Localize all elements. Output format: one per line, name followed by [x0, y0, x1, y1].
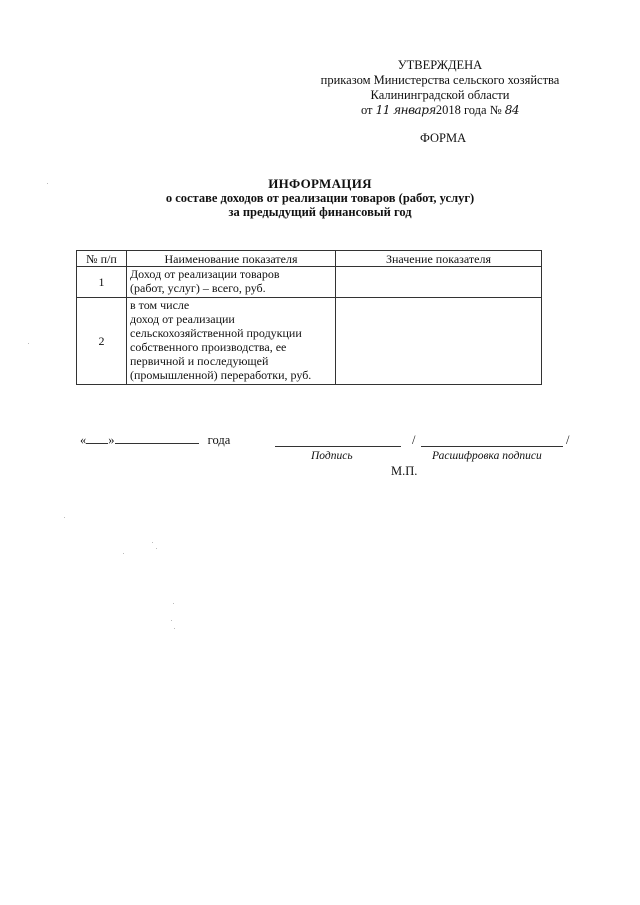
header-value: Значение показателя: [336, 251, 542, 267]
decode-line[interactable]: [421, 436, 563, 447]
approval-order: приказом Министерства сельского хозяйства: [320, 73, 560, 87]
row-name-cell: [127, 267, 336, 298]
approval-region: Калининградской области: [370, 88, 510, 102]
caption-decode: Расшифровка подписи: [432, 450, 542, 462]
approval-date-handwritten: 11 января: [375, 103, 436, 117]
approval-block: [300, 58, 580, 118]
row-name-line: собственного производства, ее: [130, 340, 287, 354]
row-name-line: Доход от реализации товаров: [130, 267, 280, 281]
table-header-row: [77, 251, 542, 267]
row-name-line: сельскохозяйственной продукции: [130, 326, 302, 340]
info-table: [76, 250, 542, 385]
approval-date-year: 2018 года №: [435, 103, 502, 117]
document-title: [0, 177, 640, 219]
approval-date-line: [300, 103, 580, 118]
date-close-quote: »: [108, 433, 115, 447]
caption-signature: Подпись: [311, 450, 353, 462]
slash-open: /: [412, 433, 416, 447]
approval-number-handwritten: 84: [504, 103, 520, 117]
approval-date-prefix: от: [360, 103, 373, 117]
title-main: ИНФОРМАЦИЯ: [268, 176, 372, 191]
row-name-line: (промышленной) переработки, руб.: [130, 368, 312, 382]
row-name-line: первичной и последующей: [130, 354, 269, 368]
row-name-line: доход от реализации: [130, 312, 235, 326]
table-row: [77, 298, 542, 385]
row-number: 2: [77, 298, 127, 385]
title-subtitle-1: о составе доходов от реализации товаров (работ, услуг): [165, 191, 475, 205]
row-name-line: в том числе: [130, 298, 190, 312]
row-name-cell: [127, 298, 336, 385]
date-open-quote: «: [80, 433, 87, 447]
approval-title: УТВЕРЖДЕНА: [397, 58, 483, 72]
header-number: № п/п: [77, 251, 127, 267]
header-name: Наименование показателя: [127, 251, 336, 267]
row-value[interactable]: [336, 298, 542, 385]
row-value[interactable]: [336, 267, 542, 298]
form-label: ФОРМА: [420, 131, 467, 145]
table-row: [77, 267, 542, 298]
date-field: [80, 433, 230, 448]
row-number: 1: [77, 267, 127, 298]
row-name-line: (работ, услуг) – всего, руб.: [130, 281, 266, 295]
signature-line[interactable]: [275, 436, 401, 447]
slash-close: /: [566, 433, 570, 447]
date-year-word: года: [207, 433, 231, 447]
stamp-place: М.П.: [391, 464, 418, 478]
title-subtitle-2: за предыдущий финансовый год: [228, 205, 412, 219]
